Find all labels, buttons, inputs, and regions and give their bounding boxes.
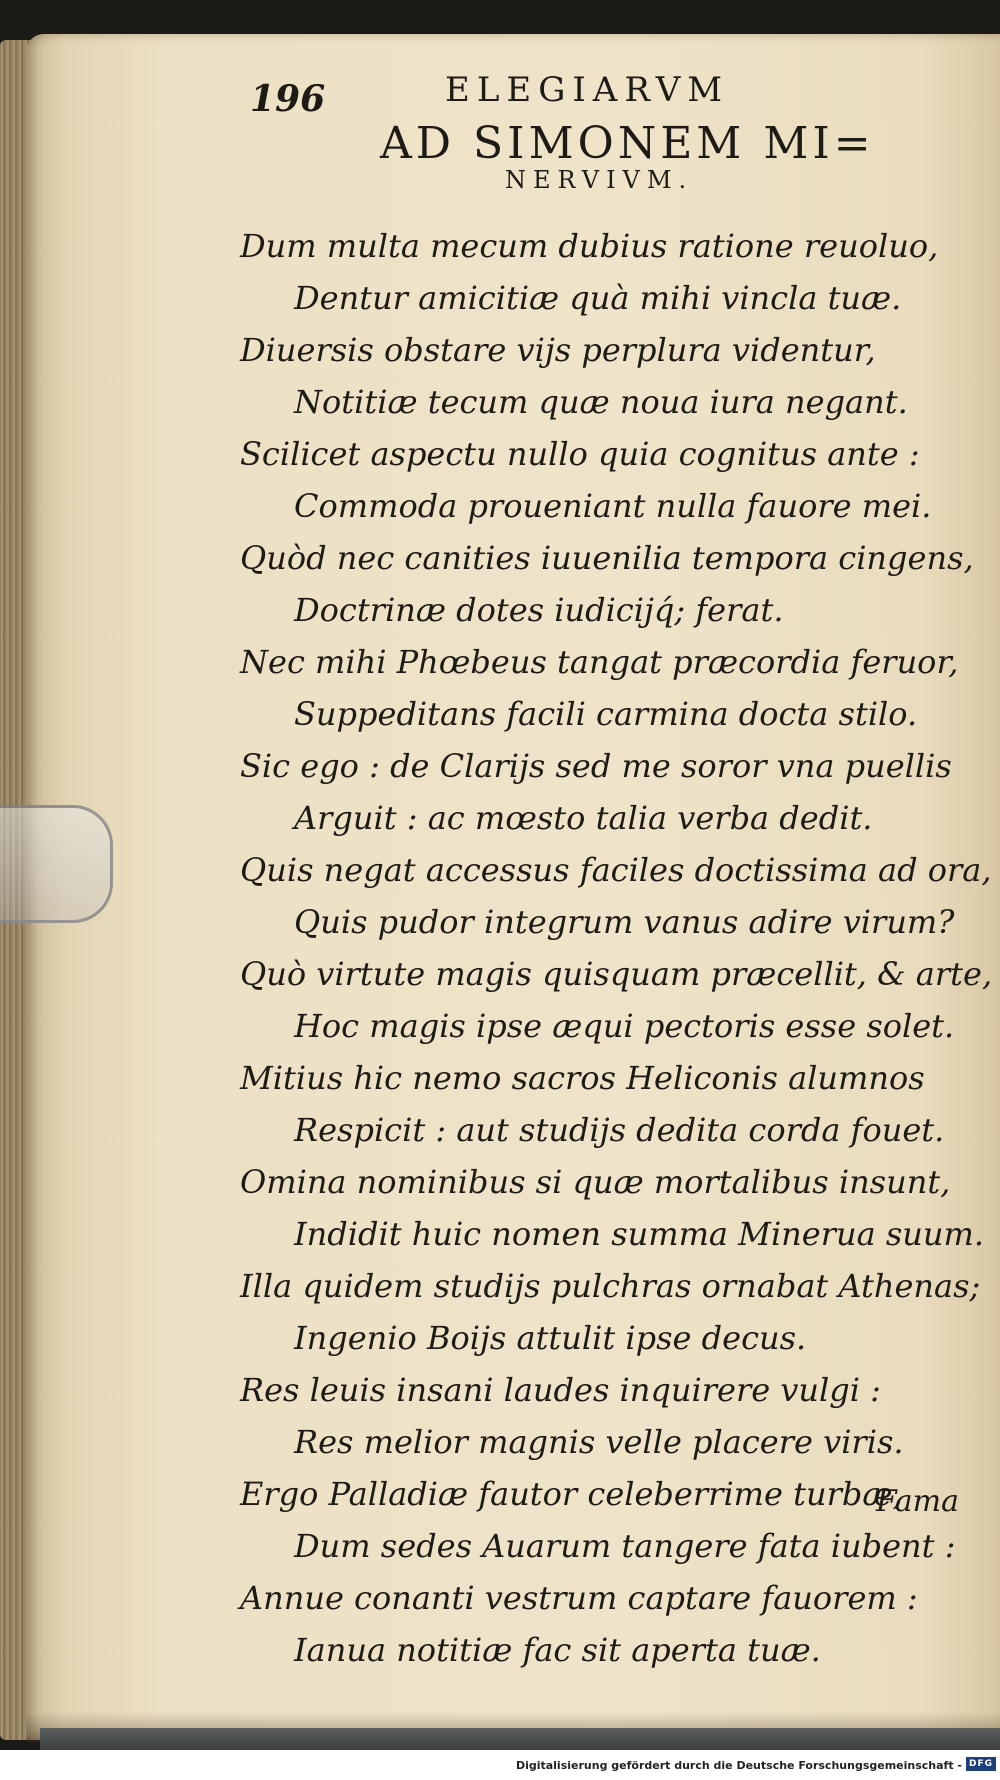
verse-line: Dentur amicitiæ quà mihi vincla tuæ. (294, 279, 902, 317)
verse-line: Mitius hic nemo sacros Heliconis alumnos (240, 1059, 925, 1097)
verse-line: Sic ego : de Clarijs sed me soror vna puellis (240, 747, 952, 785)
verse-line: Commoda proueniant nulla fauore mei. (294, 487, 932, 525)
verse-line: Ergo Palladiæ fautor celeberrime turbæ, (240, 1475, 903, 1513)
verse-line: Quòd nec canities iuuenilia tempora cingens, (240, 539, 974, 577)
verse-line: Dum multa mecum dubius ratione reuoluo, (240, 227, 939, 265)
verse-line: Notitiæ tecum quæ noua iura negant. (294, 383, 908, 421)
dfg-logo[interactable]: DFG (966, 1757, 996, 1771)
funding-credit: Digitalisierung gefördert durch die Deutsche Forschungsgemeinschaft - (515, 1759, 962, 1772)
verse-line: Diuersis obstare vijs perplura videntur, (240, 331, 876, 369)
verse-line: Quò virtute magis quisquam præcellit, & arte, (240, 955, 993, 993)
verse-line: Res melior magnis velle placere viris. (294, 1423, 904, 1461)
verse-line: Suppeditans facili carmina docta stilo. (294, 695, 918, 733)
page-number: 196 (250, 78, 326, 120)
verse-list (240, 220, 993, 1676)
verse-line: Doctrinæ dotes iudicijq́; ferat. (294, 591, 784, 629)
verse-line: Dum sedes Auarum tangere fata iubent : (294, 1527, 956, 1565)
verse-line: Ianua notitiæ fac sit aperta tuæ. (294, 1631, 821, 1669)
verse-line: Res leuis insani laudes inquirere vulgi : (240, 1371, 881, 1409)
verse-line: Nec mihi Phœbeus tangat præcordia feruor, (240, 643, 959, 681)
digitization-footer (0, 1750, 1000, 1780)
poem-title-line-1: AD SIMONEM MI= (380, 118, 875, 169)
verse-line: Annue conanti vestrum captare fauorem : (240, 1579, 918, 1617)
verse-line: Ingenio Boijs attulit ipse decus. (294, 1319, 807, 1357)
running-head: ELEGIARVM (445, 70, 730, 110)
verse-line: Indidit huic nomen summa Minerua suum. (294, 1215, 985, 1253)
verse-line: Omina nominibus si quæ mortalibus insunt, (240, 1163, 951, 1201)
verse-line: Illa quidem studijs pulchras ornabat Athenas; (240, 1267, 981, 1305)
verse-line: Scilicet aspectu nullo quia cognitus ante : (240, 435, 920, 473)
poem-title-line-2: NERVIVM. (505, 166, 694, 194)
verse-line: Respicit : aut studijs dedita corda fouet. (294, 1111, 945, 1149)
verse-line: Arguit : ac mœsto talia verba dedit. (294, 799, 873, 837)
verse-line: Quis negat accessus faciles doctissima ad ora, (240, 851, 992, 889)
verse-line: Quis pudor integrum vanus adire virum? (294, 903, 955, 941)
verse-line: Hoc magis ipse æqui pectoris esse solet. (294, 1007, 955, 1045)
catchword: Fama (876, 1484, 959, 1519)
